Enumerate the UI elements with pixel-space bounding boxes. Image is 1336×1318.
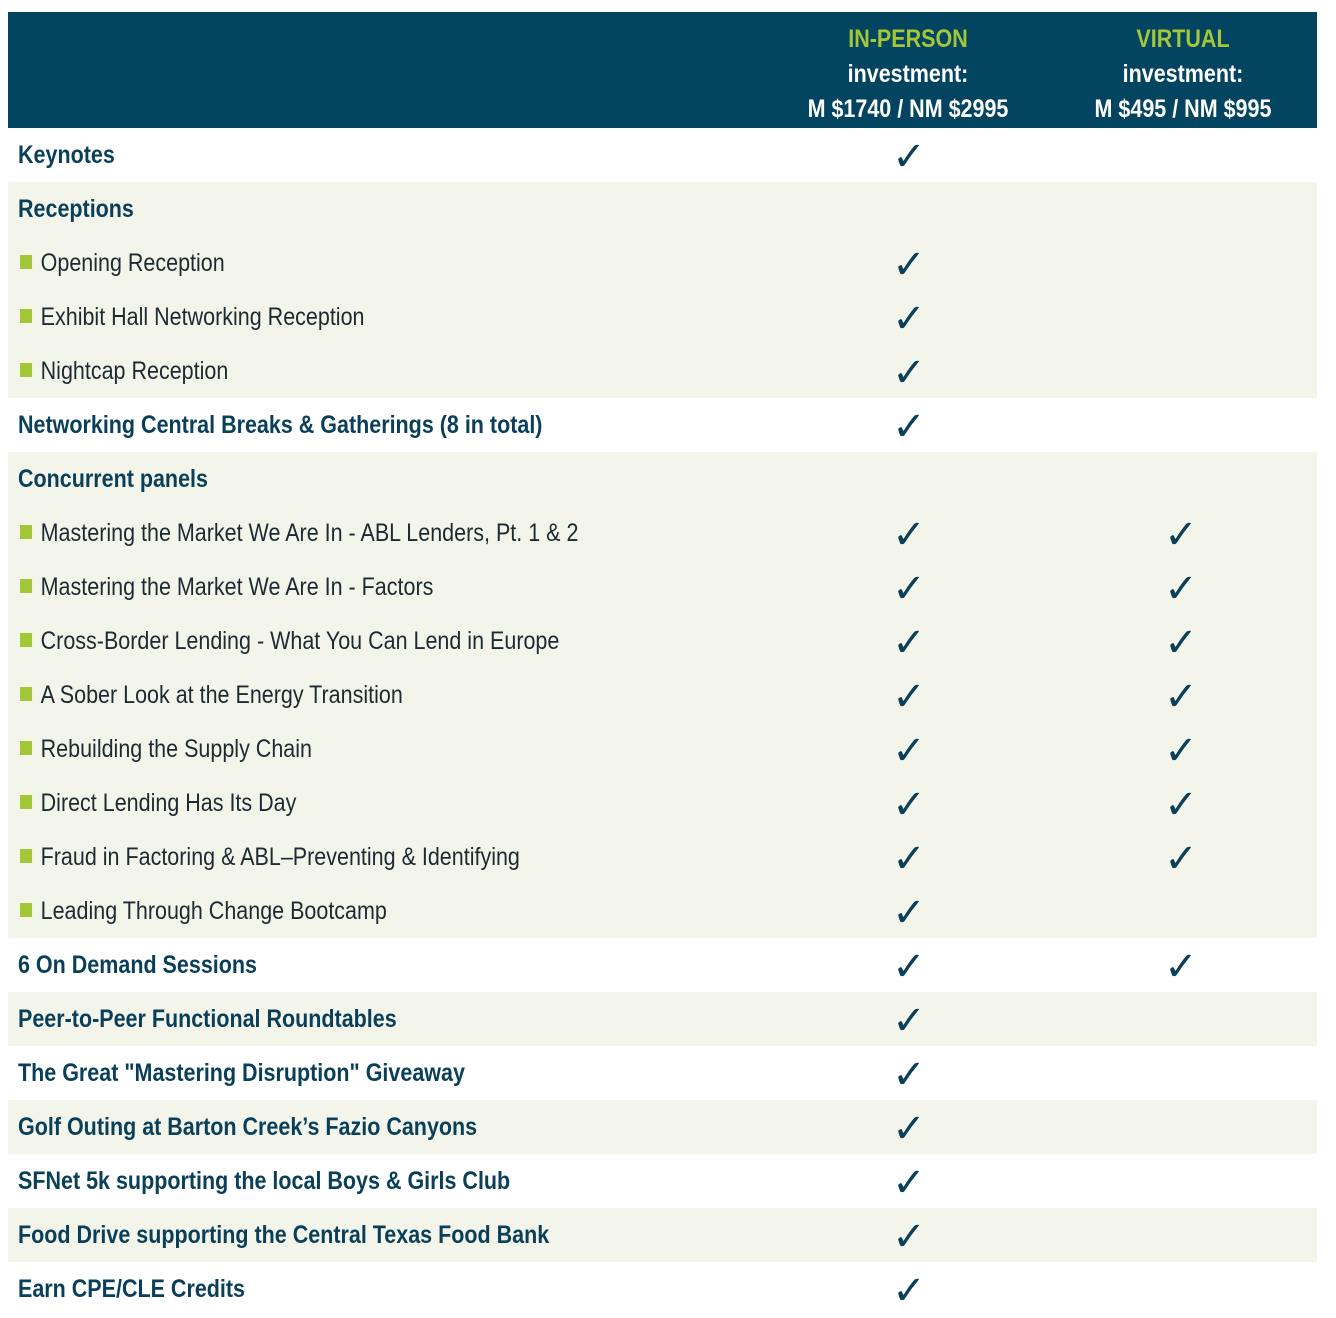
row-label: [18, 452, 208, 506]
table-body: [8, 128, 1317, 1316]
row-label: [18, 398, 542, 452]
in-person-checkmark-icon: ✓: [892, 404, 926, 450]
sub-item-label: [20, 290, 364, 344]
sub-item-label: [20, 668, 403, 722]
in-person-checkmark-icon: ✓: [892, 242, 926, 288]
virtual-price: M $495 / NM $995: [1094, 95, 1272, 123]
sub-item-label: [20, 884, 387, 938]
table-row: [8, 1154, 1317, 1208]
row-label-text: The Great "Mastering Disruption" Giveaway: [18, 1059, 465, 1087]
row-label-text: Mastering the Market We Are In - ABL Lenders, Pt. 1 & 2: [40, 519, 579, 547]
virtual-checkmark-icon: ✓: [1164, 566, 1198, 612]
sub-item-label: [20, 506, 578, 560]
row-label: [18, 992, 397, 1046]
row-label-text: 6 On Demand Sessions: [18, 951, 257, 979]
sub-item-label: [20, 344, 228, 398]
square-bullet-icon: [20, 687, 32, 701]
in-person-checkmark-icon: ✓: [892, 134, 926, 180]
table-section: [8, 452, 1317, 938]
square-bullet-icon: [20, 633, 32, 647]
in-person-checkmark-icon: ✓: [892, 512, 926, 558]
row-label-text: Mastering the Market We Are In - Factors: [40, 573, 434, 601]
table-row: [8, 992, 1317, 1046]
table-row: [8, 128, 1317, 182]
in-person-checkmark-icon: ✓: [892, 1268, 926, 1314]
table-row: [8, 1262, 1317, 1316]
in-person-checkmark-icon: ✓: [892, 890, 926, 936]
table-row: [8, 344, 1317, 398]
table-row: [8, 830, 1317, 884]
row-label: [18, 1100, 477, 1154]
row-label: [18, 1208, 549, 1262]
in-person-checkmark-icon: ✓: [892, 944, 926, 990]
in-person-checkmark-icon: ✓: [892, 782, 926, 828]
square-bullet-icon: [20, 363, 32, 377]
in-person-checkmark-icon: ✓: [892, 296, 926, 342]
row-label-text: Direct Lending Has Its Day: [40, 789, 297, 817]
in-person-checkmark-icon: ✓: [892, 674, 926, 720]
row-label-text: Fraud in Factoring & ABL–Preventing & Identifying: [40, 843, 520, 871]
comparison-table: [8, 12, 1317, 1316]
row-label-text: Leading Through Change Bootcamp: [40, 897, 387, 925]
row-label-text: Networking Central Breaks & Gatherings (8 in total): [18, 411, 543, 439]
square-bullet-icon: [20, 525, 32, 539]
row-label: [18, 1262, 245, 1316]
table-section: [8, 182, 1317, 398]
sub-item-label: [20, 236, 225, 290]
table-row: [8, 776, 1317, 830]
table-row: [8, 452, 1317, 506]
in-person-title: IN-PERSON: [848, 25, 968, 53]
virtual-checkmark-icon: ✓: [1164, 674, 1198, 720]
table-row: [8, 1046, 1317, 1100]
square-bullet-icon: [20, 795, 32, 809]
in-person-price: M $1740 / NM $2995: [807, 95, 1009, 123]
table-section: [8, 1154, 1317, 1208]
row-label-text: Receptions: [18, 195, 134, 223]
row-label-text: Keynotes: [18, 141, 115, 169]
sub-item-label: [20, 722, 312, 776]
row-label-text: Exhibit Hall Networking Reception: [40, 303, 365, 331]
in-person-checkmark-icon: ✓: [892, 1214, 926, 1260]
row-label: [18, 938, 257, 992]
sub-item-label: [20, 560, 433, 614]
row-label: [18, 128, 115, 182]
table-header: [8, 12, 1317, 128]
table-row: [8, 398, 1317, 452]
sub-item-label: [20, 614, 559, 668]
row-label-text: Food Drive supporting the Central Texas Food Bank: [18, 1221, 550, 1249]
row-label: [18, 182, 134, 236]
square-bullet-icon: [20, 741, 32, 755]
table-section: [8, 992, 1317, 1046]
row-label-text: Concurrent panels: [18, 465, 208, 493]
square-bullet-icon: [20, 579, 32, 593]
in-person-checkmark-icon: ✓: [892, 566, 926, 612]
row-label: [18, 1046, 465, 1100]
table-row: [8, 722, 1317, 776]
in-person-checkmark-icon: ✓: [892, 1160, 926, 1206]
virtual-checkmark-icon: ✓: [1164, 620, 1198, 666]
in-person-checkmark-icon: ✓: [892, 1106, 926, 1152]
square-bullet-icon: [20, 849, 32, 863]
table-section: [8, 1208, 1317, 1262]
virtual-checkmark-icon: ✓: [1164, 836, 1198, 882]
in-person-checkmark-icon: ✓: [892, 728, 926, 774]
row-label-text: Rebuilding the Supply Chain: [40, 735, 312, 763]
row-label-text: Earn CPE/CLE Credits: [18, 1275, 245, 1303]
row-label-text: Nightcap Reception: [40, 357, 229, 385]
virtual-checkmark-icon: ✓: [1164, 512, 1198, 558]
table-section: [8, 398, 1317, 452]
table-section: [8, 1100, 1317, 1154]
sub-item-label: [20, 830, 520, 884]
table-row: [8, 668, 1317, 722]
row-label: [18, 1154, 510, 1208]
square-bullet-icon: [20, 255, 32, 269]
table-row: [8, 236, 1317, 290]
table-row: [8, 614, 1317, 668]
table-row: [8, 182, 1317, 236]
table-row: [8, 1208, 1317, 1262]
table-row: [8, 290, 1317, 344]
sub-item-label: [20, 776, 296, 830]
in-person-checkmark-icon: ✓: [892, 998, 926, 1044]
virtual-column-header: [1054, 22, 1312, 127]
virtual-checkmark-icon: ✓: [1164, 782, 1198, 828]
table-section: [8, 128, 1317, 182]
square-bullet-icon: [20, 309, 32, 323]
in-person-checkmark-icon: ✓: [892, 620, 926, 666]
table-row: [8, 560, 1317, 614]
row-label-text: Peer-to-Peer Functional Roundtables: [18, 1005, 397, 1033]
table-section: [8, 1262, 1317, 1316]
square-bullet-icon: [20, 903, 32, 917]
table-row: [8, 938, 1317, 992]
in-person-checkmark-icon: ✓: [892, 836, 926, 882]
row-label-text: SFNet 5k supporting the local Boys & Girls Club: [18, 1167, 511, 1195]
row-label-text: Cross-Border Lending - What You Can Lend in Europe: [40, 627, 560, 655]
in-person-checkmark-icon: ✓: [892, 1052, 926, 1098]
table-row: [8, 884, 1317, 938]
virtual-checkmark-icon: ✓: [1164, 944, 1198, 990]
in-person-investment-label: investment:: [847, 60, 969, 88]
virtual-checkmark-icon: ✓: [1164, 728, 1198, 774]
virtual-investment-label: investment:: [1122, 60, 1244, 88]
in-person-column-header: [779, 22, 1037, 127]
row-label-text: A Sober Look at the Energy Transition: [40, 681, 403, 709]
table-row: [8, 506, 1317, 560]
row-label-text: Opening Reception: [40, 249, 225, 277]
table-section: [8, 1046, 1317, 1100]
row-label-text: Golf Outing at Barton Creek’s Fazio Canyons: [18, 1113, 478, 1141]
table-section: [8, 938, 1317, 992]
virtual-title: VIRTUAL: [1136, 25, 1230, 53]
table-row: [8, 1100, 1317, 1154]
in-person-checkmark-icon: ✓: [892, 350, 926, 396]
